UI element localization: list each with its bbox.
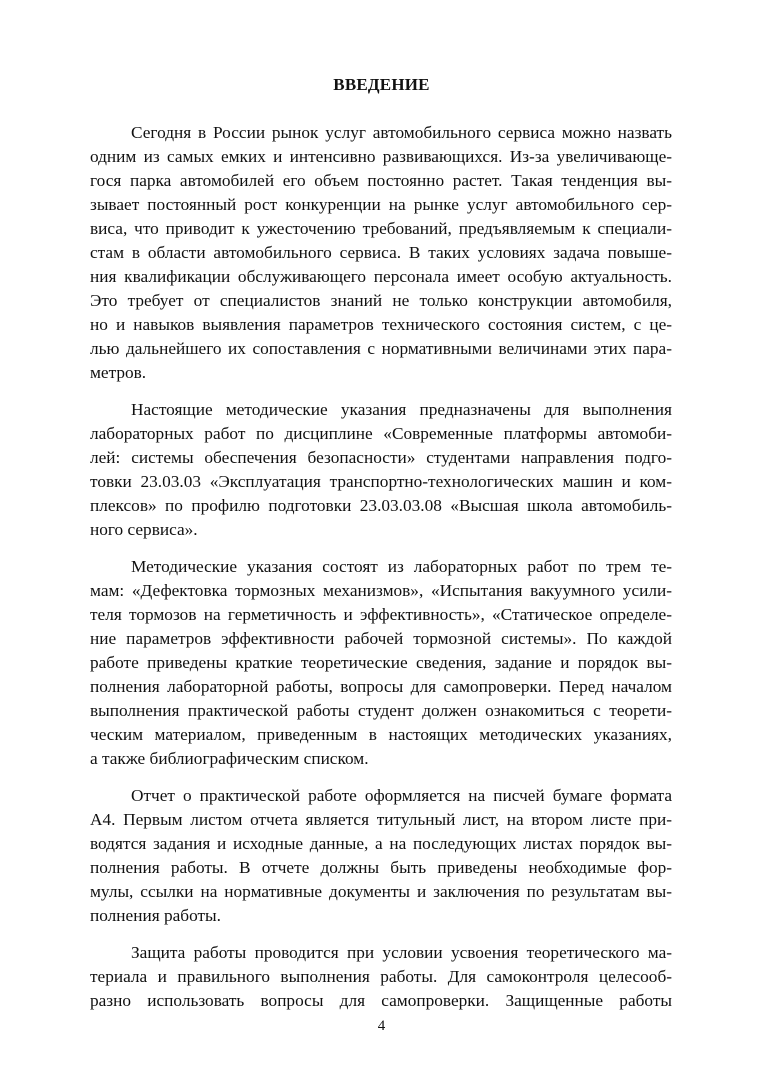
- text-line: ния квалификации обслуживающего персонала имеет особую актуальность.: [90, 267, 672, 286]
- text-line: разно использовать вопросы для самопроверки. Защищенные работы: [90, 991, 672, 1010]
- text-line: А4. Первым листом отчета является титульный лист, на втором листе при-: [90, 810, 672, 829]
- text-line: Настоящие методические указания предназначены для выполнения: [131, 400, 672, 419]
- text-line: стам в области автомобильного сервиса. В таких условиях задача повыше-: [90, 243, 672, 262]
- text-line: териала и правильного выполнения работы. Для самоконтроля целесооб-: [90, 967, 672, 986]
- text-line: а также библиографическим списком.: [90, 749, 369, 768]
- text-line: но и навыков выявления параметров технического состояния систем, с це-: [90, 315, 672, 334]
- text-line: ние параметров эффективности рабочей тормозной системы». По каждой: [90, 629, 672, 648]
- text-line: работе приведены краткие теоретические сведения, задание и порядок вы-: [90, 653, 672, 672]
- text-line: Защита работы проводится при условии усвоения теоретического ма-: [131, 943, 672, 962]
- text-line: товки 23.03.03 «Эксплуатация транспортно-технологических машин и ком-: [90, 472, 672, 491]
- text-line: Отчет о практической работе оформляется на писчей бумаге формата: [131, 786, 672, 805]
- text-line: ческим материалом, приведенным в настоящих методических указаниях,: [90, 725, 672, 744]
- text-line: полнения лабораторной работы, вопросы для самопроверки. Перед началом: [90, 677, 672, 696]
- text-line: плексов» по профилю подготовки 23.03.03.08 «Высшая школа автомобиль-: [90, 496, 672, 515]
- text-line: лабораторных работ по дисциплине «Современные платформы автомоби-: [90, 424, 672, 443]
- text-line: Сегодня в России рынок услуг автомобильного сервиса можно назвать: [131, 123, 672, 142]
- text-line: одним из самых емких и интенсивно развивающихся. Из-за увеличивающе-: [90, 147, 672, 166]
- text-line: полнения работы.: [90, 906, 221, 925]
- text-line: лей: системы обеспечения безопасности» студентами направления подго-: [90, 448, 672, 467]
- page-number: 4: [377, 1018, 386, 1034]
- text-line: мам: «Дефектовка тормозных механизмов», «Испытания вакуумного усили-: [90, 581, 672, 600]
- text-line: мулы, ссылки на нормативные документы и заключения по результатам вы-: [90, 882, 672, 901]
- text-line: выполнения практической работы студент должен ознакомиться с теорети-: [90, 701, 672, 720]
- text-line: гося парка автомобилей его объем постоянно растет. Такая тенденция вы-: [90, 171, 672, 190]
- text-line: Это требует от специалистов знаний не только конструкции автомобиля,: [90, 291, 672, 310]
- text-line: Методические указания состоят из лабораторных работ по трем те-: [131, 557, 672, 576]
- text-line: метров.: [90, 363, 147, 382]
- text-line: водятся задания и исходные данные, а на последующих листах порядок вы-: [90, 834, 672, 853]
- text-line: ного сервиса».: [90, 520, 198, 539]
- text-line: виса, что приводит к ужесточению требований, предъявляемым к специали-: [90, 219, 672, 238]
- text-line: полнения работы. В отчете должны быть приведены необходимые фор-: [90, 858, 672, 877]
- text-line: лью дальнейшего их сопоставления с нормативными величинами этих пара-: [90, 339, 672, 358]
- text-line: теля тормозов на герметичность и эффективность», «Статическое определе-: [90, 605, 672, 624]
- text-line: зывает постоянный рост конкуренции на рынке услуг автомобильного сер-: [90, 195, 672, 214]
- page-title: ВВЕДЕНИЕ: [333, 75, 430, 94]
